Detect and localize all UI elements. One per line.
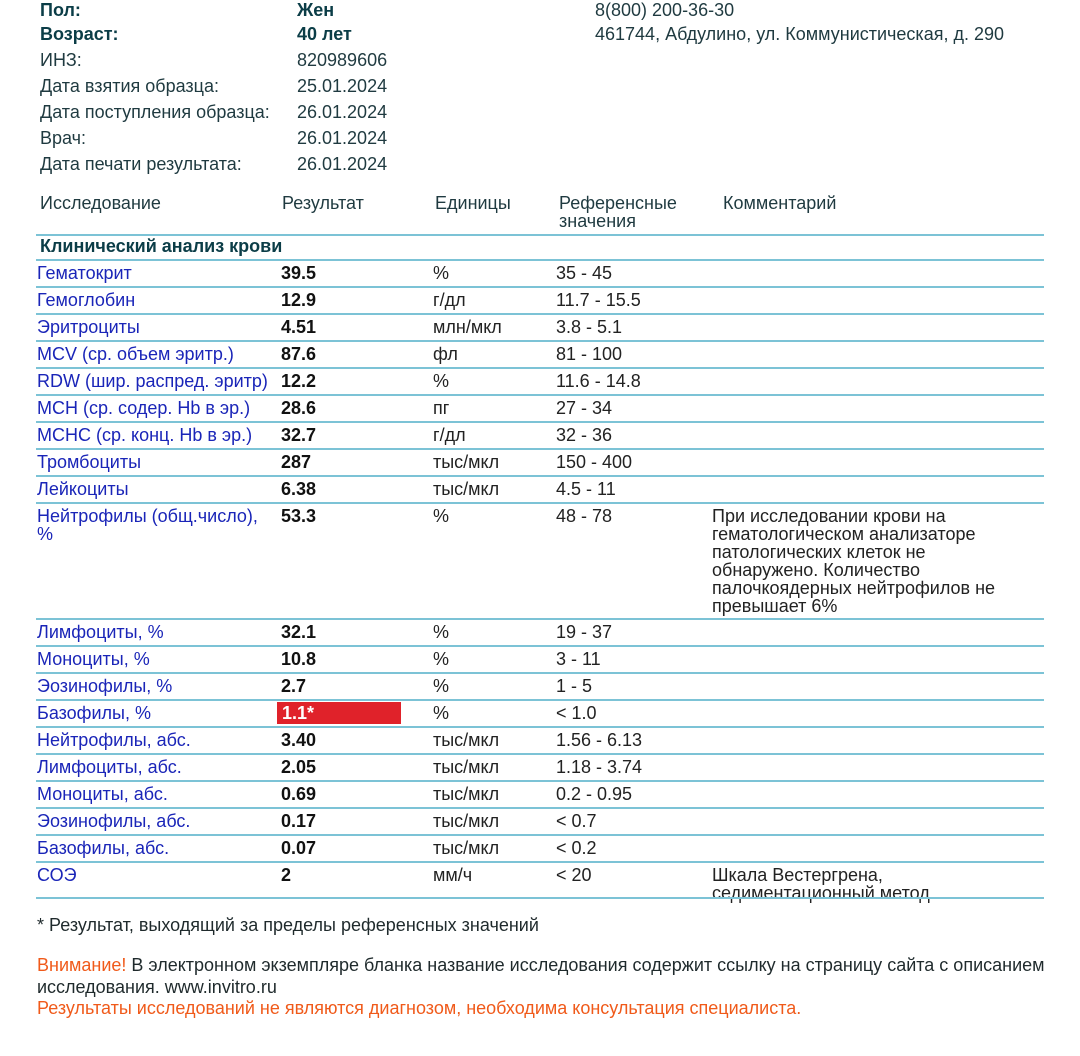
test-name: Лимфоциты, абс. xyxy=(37,757,182,777)
notice-attention: Внимание! xyxy=(37,955,127,975)
test-name: MCHC (ср. конц. Hb в эр.) xyxy=(37,425,253,445)
test-name: Эозинофилы, % xyxy=(37,676,173,696)
test-result: 2 xyxy=(281,865,292,885)
test-result: 32.7 xyxy=(281,425,317,445)
patient-field-value: 40 лет xyxy=(297,24,352,44)
row-divider xyxy=(36,699,1044,701)
patient-field-value: 26.01.2024 xyxy=(297,102,388,122)
patient-field-value: 25.01.2024 xyxy=(297,76,388,96)
test-name: RDW (шир. распред. эритр) xyxy=(37,371,268,391)
patient-field-label: Возраст: xyxy=(40,24,119,44)
test-result: 6.38 xyxy=(281,479,317,499)
test-name: Базофилы, абс. xyxy=(37,838,170,858)
test-name: Гематокрит xyxy=(37,263,132,283)
flagged-result: 1.1* xyxy=(277,702,401,724)
test-unit: % xyxy=(433,622,450,642)
test-reference: 1 - 5 xyxy=(556,676,593,696)
test-name: Моноциты, % xyxy=(37,649,150,669)
test-result: 2.7 xyxy=(281,676,307,696)
test-unit: тыс/мкл xyxy=(433,811,500,831)
test-result: 32.1 xyxy=(281,622,317,642)
notice-text: В электронном экземпляре бланка название исследования содержит ссылку на страницу сайта с описанием исследования. www.invitro.ru xyxy=(37,955,1045,997)
patient-field-label: Пол: xyxy=(40,0,81,20)
patient-field-label: Дата поступления образца: xyxy=(40,102,270,122)
test-result: 12.2 xyxy=(281,371,317,391)
test-result: 39.5 xyxy=(281,263,317,283)
test-reference: 3 - 11 xyxy=(556,649,601,669)
section-title: Клинический анализ крови xyxy=(40,236,283,256)
test-name: Базофилы, % xyxy=(37,703,151,723)
test-name: Лимфоциты, % xyxy=(37,622,164,642)
test-result: 10.8 xyxy=(281,649,317,669)
col-header-comment: Комментарий xyxy=(723,193,837,213)
test-result: 87.6 xyxy=(281,344,317,364)
disclaimer: Результаты исследований не являются диагнозом, необходима консультация специалиста. xyxy=(37,998,802,1018)
test-reference: 48 - 78 xyxy=(556,506,613,526)
row-divider xyxy=(36,394,1044,396)
test-name: Эритроциты xyxy=(37,317,140,337)
test-reference: 19 - 37 xyxy=(556,622,613,642)
test-reference: 4.5 - 11 xyxy=(556,479,616,499)
test-reference: 11.6 - 14.8 xyxy=(556,371,641,391)
test-reference: < 0.7 xyxy=(556,811,597,831)
row-divider xyxy=(36,861,1044,863)
col-header-ref-line2: значения xyxy=(559,211,636,231)
row-divider xyxy=(36,421,1044,423)
row-divider xyxy=(36,448,1044,450)
test-reference: 3.8 - 5.1 xyxy=(556,317,623,337)
lab-address: 461744, Абдулино, ул. Коммунистическая, д. 290 xyxy=(595,24,1004,44)
test-name: Лейкоциты xyxy=(37,479,129,499)
test-reference: 27 - 34 xyxy=(556,398,613,418)
test-unit: фл xyxy=(433,344,458,364)
notice xyxy=(37,954,1057,998)
test-result: 2.05 xyxy=(281,757,317,777)
test-unit: млн/мкл xyxy=(433,317,502,337)
test-unit: тыс/мкл xyxy=(433,452,500,472)
row-divider xyxy=(36,834,1044,836)
test-reference: 150 - 400 xyxy=(556,452,633,472)
test-reference: < 0.2 xyxy=(556,838,597,858)
test-reference: 81 - 100 xyxy=(556,344,623,364)
test-name: Эозинофилы, абс. xyxy=(37,811,191,831)
test-result: 0.69 xyxy=(281,784,317,804)
row-divider xyxy=(36,313,1044,315)
test-unit: % xyxy=(433,371,450,391)
test-name: Моноциты, абс. xyxy=(37,784,168,804)
row-divider xyxy=(36,726,1044,728)
test-name: MCH (ср. содер. Hb в эр.) xyxy=(37,398,251,418)
patient-field-label: Дата печати результата: xyxy=(40,154,242,174)
col-header-units: Единицы xyxy=(435,193,511,213)
test-unit: тыс/мкл xyxy=(433,838,500,858)
test-name: Нейтрофилы, абс. xyxy=(37,730,191,750)
test-unit: тыс/мкл xyxy=(433,479,500,499)
row-divider xyxy=(36,618,1044,620)
patient-field-label: Врач: xyxy=(40,128,87,148)
test-name: Нейтрофилы (общ.число), % xyxy=(37,506,258,544)
row-divider xyxy=(36,367,1044,369)
test-reference: 11.7 - 15.5 xyxy=(556,290,641,310)
test-result: 0.07 xyxy=(281,838,317,858)
row-divider xyxy=(36,475,1044,477)
patient-field-value: Жен xyxy=(297,0,335,20)
row-divider xyxy=(36,645,1044,647)
test-result: 287 xyxy=(281,452,312,472)
lab-phone: 8(800) 200-36-30 xyxy=(595,0,735,20)
test-unit: тыс/мкл xyxy=(433,784,500,804)
test-name: Тромбоциты xyxy=(37,452,142,472)
row-divider xyxy=(36,502,1044,504)
row-divider xyxy=(36,672,1044,674)
row-divider xyxy=(36,780,1044,782)
test-unit: % xyxy=(433,649,450,669)
patient-field-value: 26.01.2024 xyxy=(297,154,388,174)
test-reference: < 20 xyxy=(556,865,592,885)
row-divider xyxy=(36,286,1044,288)
test-unit: г/дл xyxy=(433,290,466,310)
test-reference: 32 - 36 xyxy=(556,425,613,445)
test-unit: % xyxy=(433,703,450,723)
patient-field-label: ИНЗ: xyxy=(40,50,82,70)
test-result: 0.17 xyxy=(281,811,317,831)
footnote: * Результат, выходящий за пределы референсных значений xyxy=(37,915,539,935)
test-reference: 1.56 - 6.13 xyxy=(556,730,643,750)
test-name: MCV (ср. объем эритр.) xyxy=(37,344,234,364)
test-reference: 35 - 45 xyxy=(556,263,613,283)
patient-field-label: Дата взятия образца: xyxy=(40,76,219,96)
row-divider xyxy=(36,897,1044,899)
test-unit: % xyxy=(433,506,450,526)
test-reference: < 1.0 xyxy=(556,703,597,723)
section-divider xyxy=(36,259,1044,261)
test-comment: При исследовании крови на гематологическом анализаторе патологических клеток не обнаружено. Количество палочкоядерных нейтрофилов не превышает 6% xyxy=(712,506,996,616)
test-reference: 0.2 - 0.95 xyxy=(556,784,633,804)
test-result: 12.9 xyxy=(281,290,317,310)
test-unit: % xyxy=(433,263,450,283)
test-unit: % xyxy=(433,676,450,696)
test-comment: Шкала Вестергрена, седиментационный метод xyxy=(712,865,930,903)
test-unit: г/дл xyxy=(433,425,466,445)
test-result: 28.6 xyxy=(281,398,317,418)
col-header-test: Исследование xyxy=(40,193,161,213)
test-unit: мм/ч xyxy=(433,865,473,885)
test-unit: пг xyxy=(433,398,450,418)
row-divider xyxy=(36,807,1044,809)
row-divider xyxy=(36,753,1044,755)
test-reference: 1.18 - 3.74 xyxy=(556,757,643,777)
col-header-result: Результат xyxy=(282,193,364,213)
test-result: 3.40 xyxy=(281,730,317,750)
row-divider xyxy=(36,340,1044,342)
patient-field-value: 820989606 xyxy=(297,50,388,70)
test-name: СОЭ xyxy=(37,865,77,885)
test-name: Гемоглобин xyxy=(37,290,136,310)
test-result: 4.51 xyxy=(281,317,317,337)
test-result: 53.3 xyxy=(281,506,317,526)
patient-field-value: 26.01.2024 xyxy=(297,128,388,148)
test-unit: тыс/мкл xyxy=(433,757,500,777)
col-header-ref-line1: Референсные xyxy=(559,193,677,213)
test-unit: тыс/мкл xyxy=(433,730,500,750)
